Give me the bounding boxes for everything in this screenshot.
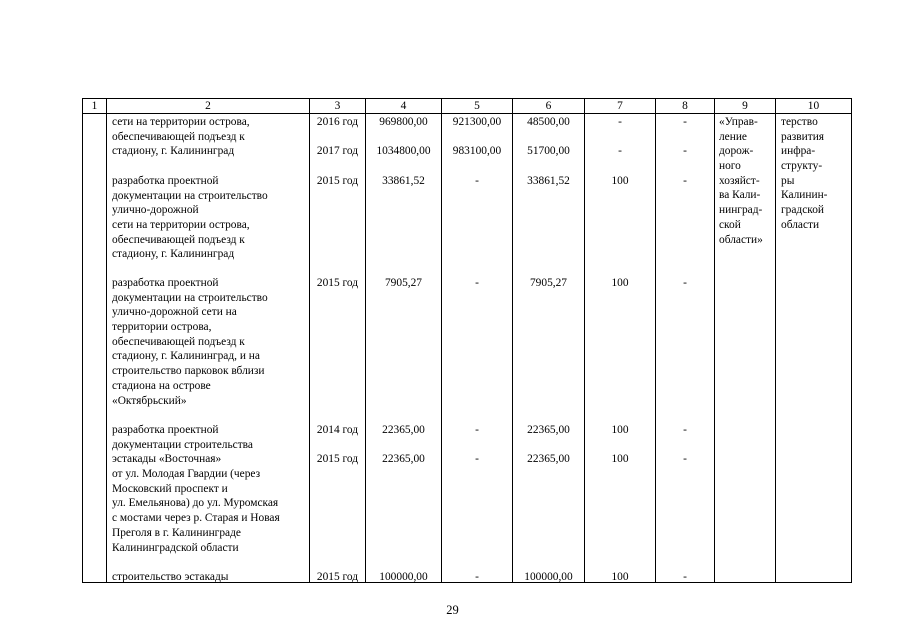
text-line: разработка проектной <box>112 424 219 436</box>
cell-col-9 <box>715 114 776 583</box>
text-line: документации на строительство <box>112 189 268 202</box>
text-line: развития <box>781 130 825 143</box>
column-header: 8 <box>656 99 715 114</box>
text-line: Преголя в г. Калининграде <box>112 526 241 539</box>
col8-value: - <box>683 424 687 436</box>
regional-value: 22365,00 <box>527 424 570 436</box>
text-line: документации на строительство <box>112 291 268 304</box>
text-line: ской <box>719 218 741 231</box>
regional-value: 7905,27 <box>529 277 568 289</box>
work-description-block <box>112 115 307 159</box>
text-line: области <box>781 218 820 231</box>
work-description-block <box>112 276 307 408</box>
cell-col-5 <box>442 114 513 583</box>
year-value: 2016 год <box>316 116 359 128</box>
column-header: 1 <box>83 99 107 114</box>
document-table <box>82 98 852 583</box>
text-line: стадиона на острове <box>112 379 211 392</box>
text-line: нинград- <box>719 204 763 217</box>
column-header: 7 <box>585 99 656 114</box>
cell-col-3 <box>310 114 366 583</box>
executor-text <box>719 115 774 247</box>
col8-value: - <box>683 175 687 187</box>
col8-value: - <box>683 116 687 128</box>
text-line: строительство парковок вблизи <box>112 365 265 378</box>
year-value: 2015 год <box>316 175 359 187</box>
year-value: 2017 год <box>316 145 359 157</box>
column-header: 9 <box>715 99 776 114</box>
text-line: Московский проспект и <box>112 482 228 495</box>
text-line: улично-дорожной сети на <box>112 306 237 319</box>
readiness-value: 100 <box>611 277 629 289</box>
text-line: разработка проектной <box>112 277 219 289</box>
text-line: «Управ- <box>719 116 758 128</box>
cell-col-10 <box>776 114 852 583</box>
federal-value: - <box>475 277 479 289</box>
total-value: 100000,00 <box>379 571 428 583</box>
text-line: ного <box>719 160 741 173</box>
cell-col-4 <box>366 114 442 583</box>
total-value: 969800,00 <box>379 116 428 128</box>
readiness-value: 100 <box>611 571 629 583</box>
cell-col-6 <box>513 114 585 583</box>
text-line: структу- <box>781 160 823 173</box>
text-line: от ул. Молодая Гвардии (через <box>112 468 261 481</box>
text-line: «Октябрьский» <box>112 394 187 407</box>
readiness-value: - <box>618 116 622 128</box>
text-line: дорож- <box>719 145 754 158</box>
cell-col-8 <box>656 114 715 583</box>
total-value: 7905,27 <box>384 277 423 289</box>
coexecutor-text <box>781 115 850 233</box>
text-line: градской <box>781 204 825 217</box>
column-header: 2 <box>107 99 310 114</box>
page-number: 29 <box>446 603 459 617</box>
total-value: 22365,00 <box>382 453 425 465</box>
column-header: 3 <box>310 99 366 114</box>
readiness-value: 100 <box>611 453 629 465</box>
year-value: 2015 год <box>316 277 359 289</box>
text-line: с мостами через р. Старая и Новая <box>112 512 280 525</box>
text-line: ва Кали- <box>719 189 761 202</box>
year-value: 2015 год <box>316 453 359 465</box>
col8-value: - <box>683 571 687 583</box>
cell-col-1 <box>83 114 107 583</box>
year-value: 2014 год <box>316 424 359 436</box>
total-value: 33861,52 <box>382 175 425 187</box>
text-line: терство <box>781 116 818 128</box>
work-description-block <box>112 570 307 585</box>
text-line: стадиону, г. Калининград, и на <box>112 350 260 363</box>
federal-value: - <box>475 571 479 583</box>
cell-col-2 <box>107 114 310 583</box>
column-number-row <box>83 99 852 114</box>
text-line: сети на территории острова, <box>112 219 250 232</box>
regional-value: 33861,52 <box>527 175 570 187</box>
federal-value: 983100,00 <box>452 145 502 157</box>
text-line: строительство эстакады <box>112 571 229 583</box>
text-line: стадиону, г. Калининград <box>112 145 235 158</box>
col8-value: - <box>683 453 687 465</box>
work-description-block <box>112 174 307 262</box>
regional-value: 48500,00 <box>527 116 570 128</box>
federal-value: - <box>475 175 479 187</box>
text-line: обеспечивающей подъезд к <box>112 130 245 143</box>
text-line: разработка проектной <box>112 175 219 187</box>
total-value: 22365,00 <box>382 424 425 436</box>
total-value: 1034800,00 <box>376 145 431 157</box>
text-line: стадиону, г. Калининград <box>112 248 235 261</box>
text-line: обеспечивающей подъезд к <box>112 233 245 246</box>
text-line: территории острова, <box>112 321 212 334</box>
readiness-value: 100 <box>611 175 629 187</box>
regional-value: 22365,00 <box>527 453 570 465</box>
text-line: Калининградской области <box>112 541 239 554</box>
column-header: 4 <box>366 99 442 114</box>
text-line: ры <box>781 174 795 187</box>
text-line: документации строительства <box>112 438 253 451</box>
text-line: улично-дорожной <box>112 204 199 217</box>
readiness-value: - <box>618 145 622 157</box>
text-line: сети на территории острова, <box>112 116 250 128</box>
text-line: ление <box>719 130 747 143</box>
col8-value: - <box>683 145 687 157</box>
text-line: хозяйст- <box>719 174 760 187</box>
text-line: эстакады «Восточная» <box>112 453 222 466</box>
federal-value: - <box>475 453 479 465</box>
text-line: обеспечивающей подъезд к <box>112 335 245 348</box>
regional-value: 51700,00 <box>527 145 570 157</box>
text-line: области» <box>719 233 763 246</box>
col8-value: - <box>683 277 687 289</box>
column-header: 5 <box>442 99 513 114</box>
text-line: ул. Емельянова) до ул. Муромская <box>112 497 279 510</box>
federal-value: - <box>475 424 479 436</box>
federal-value: 921300,00 <box>452 116 502 128</box>
column-header: 10 <box>776 99 852 114</box>
table-row <box>83 114 852 583</box>
work-description-block <box>112 423 307 555</box>
readiness-value: 100 <box>611 424 629 436</box>
cell-col-7 <box>585 114 656 583</box>
column-header: 6 <box>513 99 585 114</box>
text-line: инфра- <box>781 145 816 158</box>
text-line: Калинин- <box>781 189 828 202</box>
regional-value: 100000,00 <box>524 571 573 583</box>
year-value: 2015 год <box>316 571 359 583</box>
